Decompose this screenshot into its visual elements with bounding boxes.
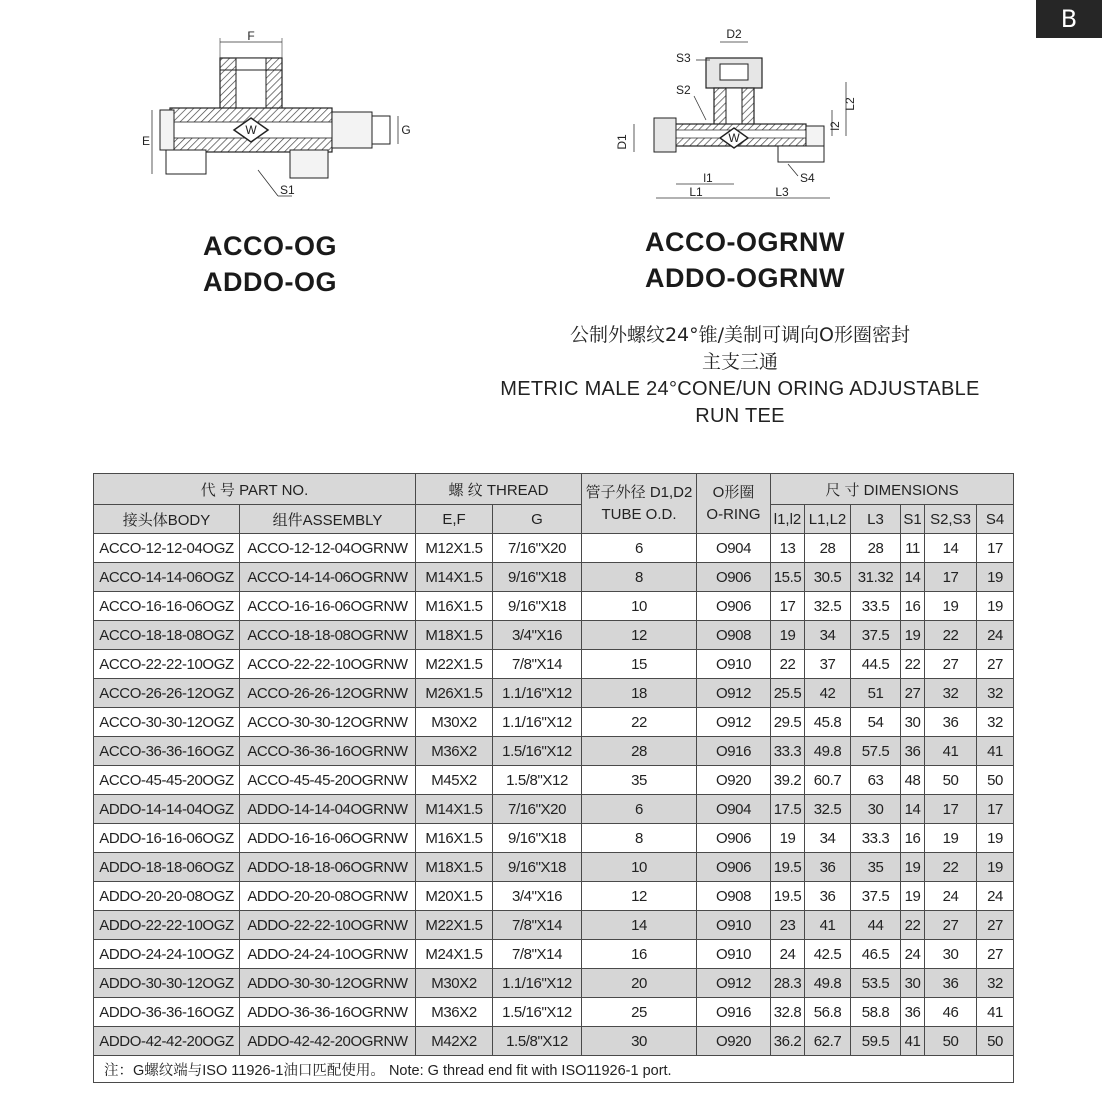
cell-s4: 41 [977, 737, 1014, 766]
table-row [94, 795, 1014, 824]
cell-tube-od: 10 [582, 853, 697, 882]
table-row [94, 969, 1014, 998]
cell-l3: 44 [851, 911, 901, 940]
cell-s2s3: 17 [925, 563, 977, 592]
cell-assembly: ACCO-18-18-08OGRNW [240, 621, 416, 650]
cell-body: ACCO-30-30-12OGZ [94, 708, 240, 737]
cell-s2s3: 27 [925, 650, 977, 679]
cell-tube-od: 15 [582, 650, 697, 679]
model-name-acco-ogrnw: ACCO-OGRNW [645, 227, 845, 257]
cell-l1l2-small: 17 [771, 592, 805, 621]
cell-tube-od: 14 [582, 911, 697, 940]
cell-assembly: ACCO-16-16-06OGRNW [240, 592, 416, 621]
dim-label-e: E [141, 134, 151, 148]
header-l3: L3 [851, 505, 901, 534]
table-row [94, 882, 1014, 911]
cell-l1l2-small: 19 [771, 824, 805, 853]
cell-s4: 17 [977, 534, 1014, 563]
cell-s4: 41 [977, 998, 1014, 1027]
cell-l1l2-large: 34 [805, 621, 851, 650]
svg-text:W: W [728, 131, 740, 145]
cell-s1: 48 [901, 766, 925, 795]
cell-thread-ef: M16X1.5 [416, 824, 493, 853]
cell-l3: 58.8 [851, 998, 901, 1027]
cell-tube-od: 10 [582, 592, 697, 621]
cell-thread-ef: M14X1.5 [416, 563, 493, 592]
model-name-left [180, 228, 360, 300]
cell-tube-od: 8 [582, 563, 697, 592]
cell-thread-ef: M14X1.5 [416, 795, 493, 824]
cell-thread-g: 1.5/8"X12 [493, 766, 582, 795]
cell-l3: 53.5 [851, 969, 901, 998]
cell-l1l2-large: 32.5 [805, 592, 851, 621]
cell-assembly: ACCO-30-30-12OGRNW [240, 708, 416, 737]
table-note: 注：G螺纹端与ISO 11926-1油口匹配使用。 Note: G thread end fit with ISO11926-1 port. [94, 1056, 1014, 1083]
cell-s2s3: 30 [925, 940, 977, 969]
cell-body: ACCO-45-45-20OGZ [94, 766, 240, 795]
cell-s4: 17 [977, 795, 1014, 824]
table-row [94, 853, 1014, 882]
cell-l1l2-large: 36 [805, 853, 851, 882]
table-row [94, 940, 1014, 969]
cell-l1l2-large: 36 [805, 882, 851, 911]
cell-s1: 24 [901, 940, 925, 969]
cell-l3: 28 [851, 534, 901, 563]
cell-assembly: ACCO-36-36-16OGRNW [240, 737, 416, 766]
header-oring [697, 474, 771, 534]
cell-oring: O910 [697, 911, 771, 940]
cell-thread-g: 9/16"X18 [493, 824, 582, 853]
cell-oring: O916 [697, 737, 771, 766]
cell-tube-od: 18 [582, 679, 697, 708]
cell-l1l2-large: 32.5 [805, 795, 851, 824]
cell-thread-ef: M36X2 [416, 737, 493, 766]
table-row [94, 708, 1014, 737]
cell-l1l2-large: 45.8 [805, 708, 851, 737]
cell-s4: 27 [977, 911, 1014, 940]
cell-s4: 19 [977, 563, 1014, 592]
cell-assembly: ADDO-24-24-10OGRNW [240, 940, 416, 969]
cell-thread-ef: M18X1.5 [416, 621, 493, 650]
cell-l3: 33.5 [851, 592, 901, 621]
cell-s2s3: 46 [925, 998, 977, 1027]
cell-thread-g: 9/16"X18 [493, 853, 582, 882]
cell-assembly: ACCO-22-22-10OGRNW [240, 650, 416, 679]
cell-thread-g: 9/16"X18 [493, 563, 582, 592]
cell-body: ADDO-24-24-10OGZ [94, 940, 240, 969]
cell-oring: O920 [697, 766, 771, 795]
spec-table-body [94, 534, 1014, 1056]
dim-label-l3: L3 [775, 185, 789, 199]
cell-s1: 27 [901, 679, 925, 708]
dim-label-l1-lower: l1 [703, 171, 713, 185]
cell-l1l2-small: 33.3 [771, 737, 805, 766]
cell-l1l2-small: 36.2 [771, 1027, 805, 1056]
cell-s4: 27 [977, 940, 1014, 969]
cell-s2s3: 41 [925, 737, 977, 766]
cell-oring: O908 [697, 621, 771, 650]
cell-s1: 19 [901, 853, 925, 882]
cell-l3: 57.5 [851, 737, 901, 766]
cell-thread-g: 1.5/16"X12 [493, 998, 582, 1027]
table-row [94, 911, 1014, 940]
section-tab: B [1036, 0, 1102, 38]
dim-label-l2-upper: L2 [843, 97, 857, 111]
cell-s1: 22 [901, 911, 925, 940]
cell-oring: O906 [697, 563, 771, 592]
cell-thread-ef: M18X1.5 [416, 853, 493, 882]
spec-table [93, 473, 1014, 1083]
cell-s1: 19 [901, 621, 925, 650]
dim-label-s3: S3 [676, 51, 691, 65]
cell-s2s3: 36 [925, 708, 977, 737]
header-body: 接头体BODY [94, 505, 240, 534]
table-row [94, 563, 1014, 592]
cell-s2s3: 50 [925, 1027, 977, 1056]
cell-s1: 36 [901, 737, 925, 766]
model-name-addo-og: ADDO-OG [203, 267, 337, 297]
cell-s4: 50 [977, 766, 1014, 795]
cell-l1l2-small: 32.8 [771, 998, 805, 1027]
cell-assembly: ADDO-14-14-04OGRNW [240, 795, 416, 824]
cell-s4: 19 [977, 853, 1014, 882]
cell-s4: 50 [977, 1027, 1014, 1056]
product-title [470, 322, 1010, 430]
cell-body: ADDO-30-30-12OGZ [94, 969, 240, 998]
cell-assembly: ADDO-42-42-20OGRNW [240, 1027, 416, 1056]
cell-thread-g: 1.5/8"X12 [493, 1027, 582, 1056]
header-dimensions: 尺 寸 DIMENSIONS [771, 474, 1014, 505]
cell-body: ACCO-22-22-10OGZ [94, 650, 240, 679]
cell-thread-ef: M30X2 [416, 708, 493, 737]
cell-tube-od: 8 [582, 824, 697, 853]
cell-assembly: ADDO-16-16-06OGRNW [240, 824, 416, 853]
header-s1: S1 [901, 505, 925, 534]
cell-oring: O906 [697, 853, 771, 882]
cell-thread-ef: M20X1.5 [416, 882, 493, 911]
cell-thread-g: 9/16"X18 [493, 592, 582, 621]
cell-l1l2-large: 60.7 [805, 766, 851, 795]
cell-oring: O920 [697, 1027, 771, 1056]
dim-label-d1: D1 [615, 134, 629, 150]
model-name-right [620, 224, 870, 296]
cell-tube-od: 6 [582, 795, 697, 824]
cell-l1l2-large: 30.5 [805, 563, 851, 592]
cell-thread-ef: M42X2 [416, 1027, 493, 1056]
cell-body: ACCO-12-12-04OGZ [94, 534, 240, 563]
cell-body: ADDO-14-14-04OGZ [94, 795, 240, 824]
cell-l3: 33.3 [851, 824, 901, 853]
cell-l3: 35 [851, 853, 901, 882]
dim-label-l2-lower: l2 [828, 121, 842, 131]
table-row [94, 1027, 1014, 1056]
title-en-line1: METRIC MALE 24°CONE/UN ORING ADJUSTABLE [500, 378, 980, 400]
cell-thread-g: 3/4"X16 [493, 882, 582, 911]
cell-thread-g: 7/16"X20 [493, 795, 582, 824]
cell-oring: O906 [697, 592, 771, 621]
cell-assembly: ACCO-26-26-12OGRNW [240, 679, 416, 708]
cell-l1l2-small: 24 [771, 940, 805, 969]
cell-s1: 11 [901, 534, 925, 563]
cell-body: ACCO-18-18-08OGZ [94, 621, 240, 650]
cell-body: ADDO-18-18-06OGZ [94, 853, 240, 882]
cell-tube-od: 28 [582, 737, 697, 766]
cell-body: ADDO-42-42-20OGZ [94, 1027, 240, 1056]
table-row [94, 824, 1014, 853]
header-thread: 螺 纹 THREAD [416, 474, 582, 505]
header-s2s3: S2,S3 [925, 505, 977, 534]
cell-tube-od: 30 [582, 1027, 697, 1056]
cell-thread-ef: M26X1.5 [416, 679, 493, 708]
table-row [94, 592, 1014, 621]
cell-tube-od: 22 [582, 708, 697, 737]
cell-s4: 32 [977, 708, 1014, 737]
table-row [94, 737, 1014, 766]
cell-thread-ef: M24X1.5 [416, 940, 493, 969]
cell-l1l2-large: 41 [805, 911, 851, 940]
cell-l1l2-small: 28.3 [771, 969, 805, 998]
tee-fitting-ogrnw-drawing [610, 20, 860, 210]
cell-thread-ef: M30X2 [416, 969, 493, 998]
dim-label-d2: D2 [726, 27, 742, 41]
title-cn-line1: 公制外螺纹24°锥/美制可调向O形圈密封 [569, 324, 911, 346]
cell-l1l2-large: 34 [805, 824, 851, 853]
cell-l1l2-small: 19.5 [771, 853, 805, 882]
svg-text:W: W [245, 123, 257, 137]
table-row [94, 679, 1014, 708]
cell-s1: 19 [901, 882, 925, 911]
cell-body: ADDO-36-36-16OGZ [94, 998, 240, 1027]
cell-s1: 41 [901, 1027, 925, 1056]
cell-body: ACCO-26-26-12OGZ [94, 679, 240, 708]
header-oring-cn: O形圈 [712, 483, 755, 501]
cell-assembly: ACCO-45-45-20OGRNW [240, 766, 416, 795]
cell-l1l2-small: 22 [771, 650, 805, 679]
cell-s4: 24 [977, 882, 1014, 911]
cell-s2s3: 19 [925, 592, 977, 621]
cell-s2s3: 36 [925, 969, 977, 998]
cell-assembly: ADDO-36-36-16OGRNW [240, 998, 416, 1027]
cell-thread-g: 7/8"X14 [493, 940, 582, 969]
cell-thread-ef: M16X1.5 [416, 592, 493, 621]
cell-s4: 27 [977, 650, 1014, 679]
cell-s2s3: 24 [925, 882, 977, 911]
cell-l1l2-large: 42 [805, 679, 851, 708]
cell-s4: 19 [977, 824, 1014, 853]
table-row [94, 766, 1014, 795]
cell-assembly: ACCO-12-12-04OGRNW [240, 534, 416, 563]
cell-thread-g: 7/8"X14 [493, 650, 582, 679]
cell-l1l2-small: 39.2 [771, 766, 805, 795]
title-en-line2: RUN TEE [695, 405, 785, 427]
table-header-row-2 [94, 505, 1014, 534]
cell-s2s3: 14 [925, 534, 977, 563]
model-name-acco-og: ACCO-OG [203, 231, 337, 261]
dim-label-s2: S2 [676, 83, 691, 97]
cell-thread-ef: M22X1.5 [416, 911, 493, 940]
cell-l3: 63 [851, 766, 901, 795]
cell-s1: 16 [901, 592, 925, 621]
cell-thread-g: 1.1/16"X12 [493, 969, 582, 998]
header-oring-en: O-RING [706, 505, 761, 523]
header-l1l2-small: l1,l2 [771, 505, 805, 534]
cell-s2s3: 50 [925, 766, 977, 795]
cell-s2s3: 22 [925, 853, 977, 882]
cell-thread-g: 3/4"X16 [493, 621, 582, 650]
cell-l1l2-small: 15.5 [771, 563, 805, 592]
cell-s2s3: 27 [925, 911, 977, 940]
cell-l3: 30 [851, 795, 901, 824]
dim-label-s4: S4 [800, 171, 815, 185]
table-header-row-1 [94, 474, 1014, 505]
cell-oring: O910 [697, 940, 771, 969]
cell-s4: 32 [977, 679, 1014, 708]
cell-thread-g: 1.1/16"X12 [493, 679, 582, 708]
header-tube-od-cn: 管子外径 D1,D2 [585, 483, 693, 501]
cell-s1: 36 [901, 998, 925, 1027]
cell-thread-ef: M36X2 [416, 998, 493, 1027]
cell-thread-ef: M22X1.5 [416, 650, 493, 679]
dim-label-l1-upper: L1 [689, 185, 703, 199]
cell-l1l2-large: 37 [805, 650, 851, 679]
cell-l1l2-small: 17.5 [771, 795, 805, 824]
header-g: G [493, 505, 582, 534]
header-tube-od [582, 474, 697, 534]
cell-oring: O912 [697, 708, 771, 737]
table-row [94, 621, 1014, 650]
cell-assembly: ADDO-30-30-12OGRNW [240, 969, 416, 998]
cell-assembly: ADDO-22-22-10OGRNW [240, 911, 416, 940]
cell-thread-g: 1.1/16"X12 [493, 708, 582, 737]
cell-s4: 24 [977, 621, 1014, 650]
cell-oring: O910 [697, 650, 771, 679]
cell-body: ADDO-22-22-10OGZ [94, 911, 240, 940]
cell-s1: 14 [901, 795, 925, 824]
cell-tube-od: 35 [582, 766, 697, 795]
cell-oring: O912 [697, 679, 771, 708]
cell-thread-g: 7/8"X14 [493, 911, 582, 940]
cell-body: ADDO-20-20-08OGZ [94, 882, 240, 911]
cell-s4: 32 [977, 969, 1014, 998]
cell-tube-od: 12 [582, 882, 697, 911]
cell-s2s3: 32 [925, 679, 977, 708]
tee-fitting-og-drawing [130, 30, 420, 210]
cell-l1l2-small: 23 [771, 911, 805, 940]
header-s4: S4 [977, 505, 1014, 534]
dim-label-g: G [401, 123, 411, 137]
cell-oring: O912 [697, 969, 771, 998]
cell-thread-g: 1.5/16"X12 [493, 737, 582, 766]
header-part-no: 代 号 PART NO. [94, 474, 416, 505]
cell-s2s3: 22 [925, 621, 977, 650]
cell-l3: 37.5 [851, 882, 901, 911]
cell-l3: 46.5 [851, 940, 901, 969]
cell-assembly: ADDO-20-20-08OGRNW [240, 882, 416, 911]
cell-thread-ef: M12X1.5 [416, 534, 493, 563]
table-row [94, 998, 1014, 1027]
table-note-row [94, 1056, 1014, 1083]
cell-l3: 31.32 [851, 563, 901, 592]
cell-l1l2-large: 42.5 [805, 940, 851, 969]
cell-l1l2-small: 13 [771, 534, 805, 563]
cell-l1l2-small: 25.5 [771, 679, 805, 708]
cell-oring: O904 [697, 795, 771, 824]
cell-oring: O904 [697, 534, 771, 563]
cell-s1: 14 [901, 563, 925, 592]
table-row [94, 534, 1014, 563]
cell-s2s3: 17 [925, 795, 977, 824]
cell-body: ACCO-16-16-06OGZ [94, 592, 240, 621]
cell-assembly: ACCO-14-14-06OGRNW [240, 563, 416, 592]
cell-l3: 51 [851, 679, 901, 708]
cell-assembly: ADDO-18-18-06OGRNW [240, 853, 416, 882]
cell-thread-g: 7/16"X20 [493, 534, 582, 563]
cell-l1l2-large: 28 [805, 534, 851, 563]
dim-label-f: F [247, 30, 255, 43]
dim-label-s1: S1 [280, 183, 295, 197]
cell-s1: 30 [901, 708, 925, 737]
header-assembly: 组件ASSEMBLY [240, 505, 416, 534]
cell-tube-od: 6 [582, 534, 697, 563]
cell-l1l2-small: 19 [771, 621, 805, 650]
cell-l3: 54 [851, 708, 901, 737]
cell-l3: 44.5 [851, 650, 901, 679]
cell-thread-ef: M45X2 [416, 766, 493, 795]
header-tube-od-en: TUBE O.D. [601, 505, 677, 523]
cell-tube-od: 20 [582, 969, 697, 998]
cell-tube-od: 12 [582, 621, 697, 650]
cell-l3: 59.5 [851, 1027, 901, 1056]
header-l1l2-large: L1,L2 [805, 505, 851, 534]
cell-oring: O908 [697, 882, 771, 911]
cell-s1: 22 [901, 650, 925, 679]
cell-l1l2-large: 62.7 [805, 1027, 851, 1056]
cell-tube-od: 25 [582, 998, 697, 1027]
cell-body: ADDO-16-16-06OGZ [94, 824, 240, 853]
cell-l3: 37.5 [851, 621, 901, 650]
cell-s2s3: 19 [925, 824, 977, 853]
cell-s1: 16 [901, 824, 925, 853]
cell-body: ACCO-36-36-16OGZ [94, 737, 240, 766]
title-cn-line2: 主支三通 [701, 351, 778, 373]
cell-l1l2-small: 29.5 [771, 708, 805, 737]
model-name-addo-ogrnw: ADDO-OGRNW [645, 263, 845, 293]
cell-s1: 30 [901, 969, 925, 998]
table-row [94, 650, 1014, 679]
cell-s4: 19 [977, 592, 1014, 621]
cell-l1l2-large: 49.8 [805, 969, 851, 998]
cell-body: ACCO-14-14-06OGZ [94, 563, 240, 592]
cell-oring: O906 [697, 824, 771, 853]
cell-oring: O916 [697, 998, 771, 1027]
cell-l1l2-large: 49.8 [805, 737, 851, 766]
cell-tube-od: 16 [582, 940, 697, 969]
header-ef: E,F [416, 505, 493, 534]
cell-l1l2-small: 19.5 [771, 882, 805, 911]
cell-l1l2-large: 56.8 [805, 998, 851, 1027]
